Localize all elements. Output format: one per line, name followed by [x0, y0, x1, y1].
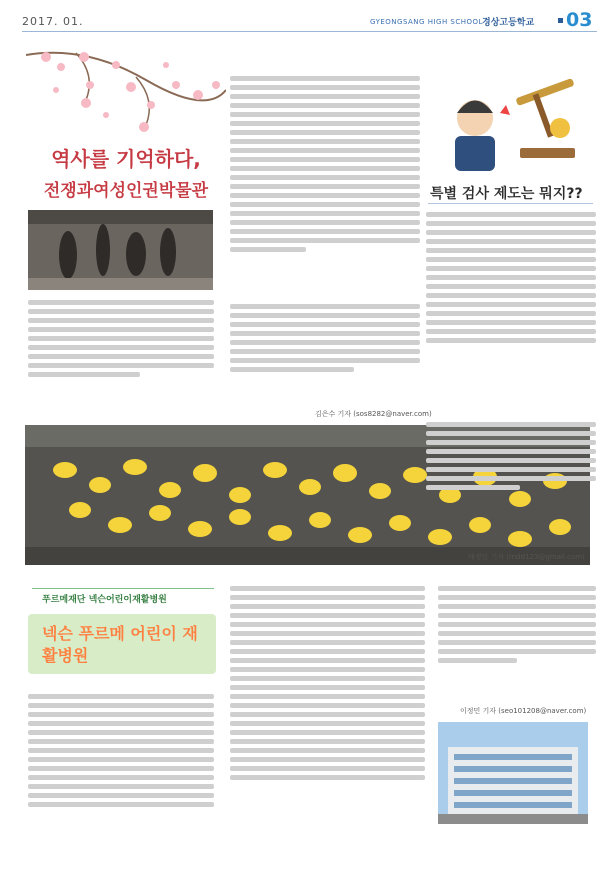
article1-body-col1: [28, 296, 214, 408]
article1-title-line1: 역사를 기억하다,: [51, 147, 201, 171]
cherry-blossom-illustration: [26, 45, 226, 140]
header-dot: [558, 18, 563, 23]
article3-title: 넥슨 푸르메 어린이 재활병원: [42, 624, 198, 665]
page-number: 03: [566, 9, 593, 31]
article2-body-part1: [426, 208, 596, 408]
article1-body-col2: [230, 72, 420, 328]
hospital-building-photo: [438, 722, 588, 824]
article1-body-col2b: [230, 300, 420, 404]
article3-body-col3: [438, 582, 596, 702]
article2-title: 특별 검사 제도는 뭐지??: [430, 186, 583, 202]
prosecutor-illustration: [440, 78, 590, 178]
article3-byline: 이정민 기자 (seo101208@naver.com): [460, 707, 587, 715]
article1-title-line2: 전쟁과여성인권박물관: [43, 181, 209, 201]
article1-title: [36, 143, 216, 201]
article2-title-rule: [428, 203, 593, 204]
article3-body-col2: [230, 582, 425, 862]
article1-byline: 김은수 기자 (sos8282@naver.com): [315, 410, 432, 418]
article3-tag: 푸르메재단 넥슨어린이재활병원: [42, 595, 167, 605]
issue-date: 2017. 01.: [22, 15, 84, 28]
article3-tag-rule: [32, 588, 214, 589]
school-name-korean: 경상고등학교: [482, 18, 535, 28]
article2-byline: 배정민 기자 (rndd123@gmail.com): [468, 553, 585, 561]
article2-body-part2: [426, 418, 596, 528]
header-rule: [22, 31, 597, 32]
museum-entrance-photo: [28, 210, 213, 290]
school-name-english: GYEONGSANG HIGH SCHOOL: [370, 18, 483, 26]
article3-body-col1: [28, 690, 214, 860]
